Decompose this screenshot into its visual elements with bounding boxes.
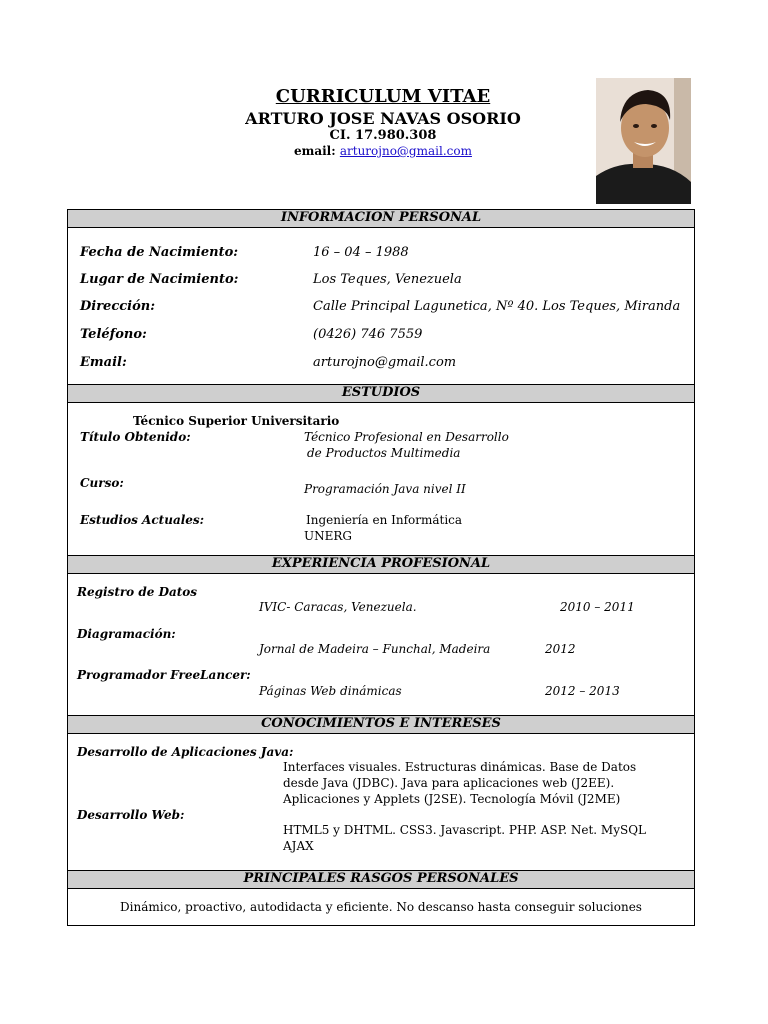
section-knowledge-heading: CONOCIMIENTOS E INTERESES	[67, 715, 695, 734]
email-label: email:	[294, 144, 336, 158]
web-line-1: HTML5 y DHTML. CSS3. Javascript. PHP. ASP. Net. MySQL	[283, 823, 647, 837]
experience-role-2: Diagramación:	[77, 627, 176, 641]
experience-years-3: 2012 – 2013	[545, 684, 620, 698]
phone-label: Teléfono:	[80, 327, 147, 342]
java-line-1: Interfaces visuales. Estructuras dinámicas. Base de Datos	[283, 760, 637, 774]
birthdate-label: Fecha de Nacimiento:	[80, 245, 239, 260]
experience-place-1: IVIC- Caracas, Venezuela.	[259, 600, 417, 614]
birthplace-value: Los Teques, Venezuela	[313, 272, 462, 287]
birthdate-value: 16 – 04 – 1988	[313, 245, 409, 260]
web-line-2: AJAX	[283, 839, 314, 853]
birthplace-label: Lugar de Nacimiento:	[80, 272, 239, 287]
traits-text: Dinámico, proactivo, autodidacta y eficiente. No descanso hasta conseguir soluciones	[120, 900, 642, 914]
profile-photo	[596, 78, 691, 204]
section-personal-heading: INFORMACION PERSONAL	[67, 209, 695, 228]
email-link[interactable]: arturojno@gmail.com	[339, 144, 472, 158]
current-studies-label: Estudios Actuales:	[80, 513, 205, 527]
email-row-value: arturojno@gmail.com	[313, 355, 457, 370]
java-line-2: desde Java (JDBC). Java para aplicaciones web (J2EE).	[283, 776, 615, 790]
experience-place-3: Páginas Web dinámicas	[259, 684, 402, 698]
candidate-name: ARTURO JOSE NAVAS OSORIO	[245, 109, 521, 128]
experience-role-1: Registro de Datos	[77, 585, 198, 599]
experience-years-1: 2010 – 2011	[560, 600, 635, 614]
web-label: Desarrollo Web:	[77, 808, 185, 822]
email-row-label: Email:	[80, 355, 127, 370]
experience-role-3: Programador FreeLancer:	[77, 668, 251, 682]
candidate-id: CI. 17.980.308	[329, 128, 437, 143]
current-studies-value-1: Ingeniería en Informática	[306, 513, 463, 527]
degree-title-label: Título Obtenido:	[80, 430, 191, 444]
experience-place-2: Jornal de Madeira – Funchal, Madeira	[259, 642, 491, 656]
address-label: Dirección:	[80, 299, 156, 314]
java-line-3: Aplicaciones y Applets (J2SE). Tecnología Móvil (J2ME)	[283, 792, 621, 806]
degree-title-value-2: de Productos Multimedia	[307, 446, 461, 460]
address-value: Calle Principal Lagunetica, Nº 40. Los Teques, Miranda	[313, 299, 681, 314]
degree-level: Técnico Superior Universitario	[133, 414, 340, 428]
section-experience-heading: EXPERIENCIA PROFESIONAL	[67, 555, 695, 574]
email-line	[200, 144, 566, 158]
document-title: CURRICULUM VITAE	[275, 86, 491, 107]
degree-title-value-1: Técnico Profesional en Desarrollo	[304, 430, 509, 444]
section-studies-heading: ESTUDIOS	[67, 384, 695, 403]
java-label: Desarrollo de Aplicaciones Java:	[77, 745, 294, 759]
course-label: Curso:	[80, 476, 124, 490]
current-studies-value-2: UNERG	[304, 529, 352, 543]
section-traits-heading: PRINCIPALES RASGOS PERSONALES	[67, 870, 695, 889]
course-value: Programación Java nivel II	[304, 482, 466, 496]
phone-value: (0426) 746 7559	[313, 327, 423, 342]
experience-years-2: 2012	[545, 642, 576, 656]
